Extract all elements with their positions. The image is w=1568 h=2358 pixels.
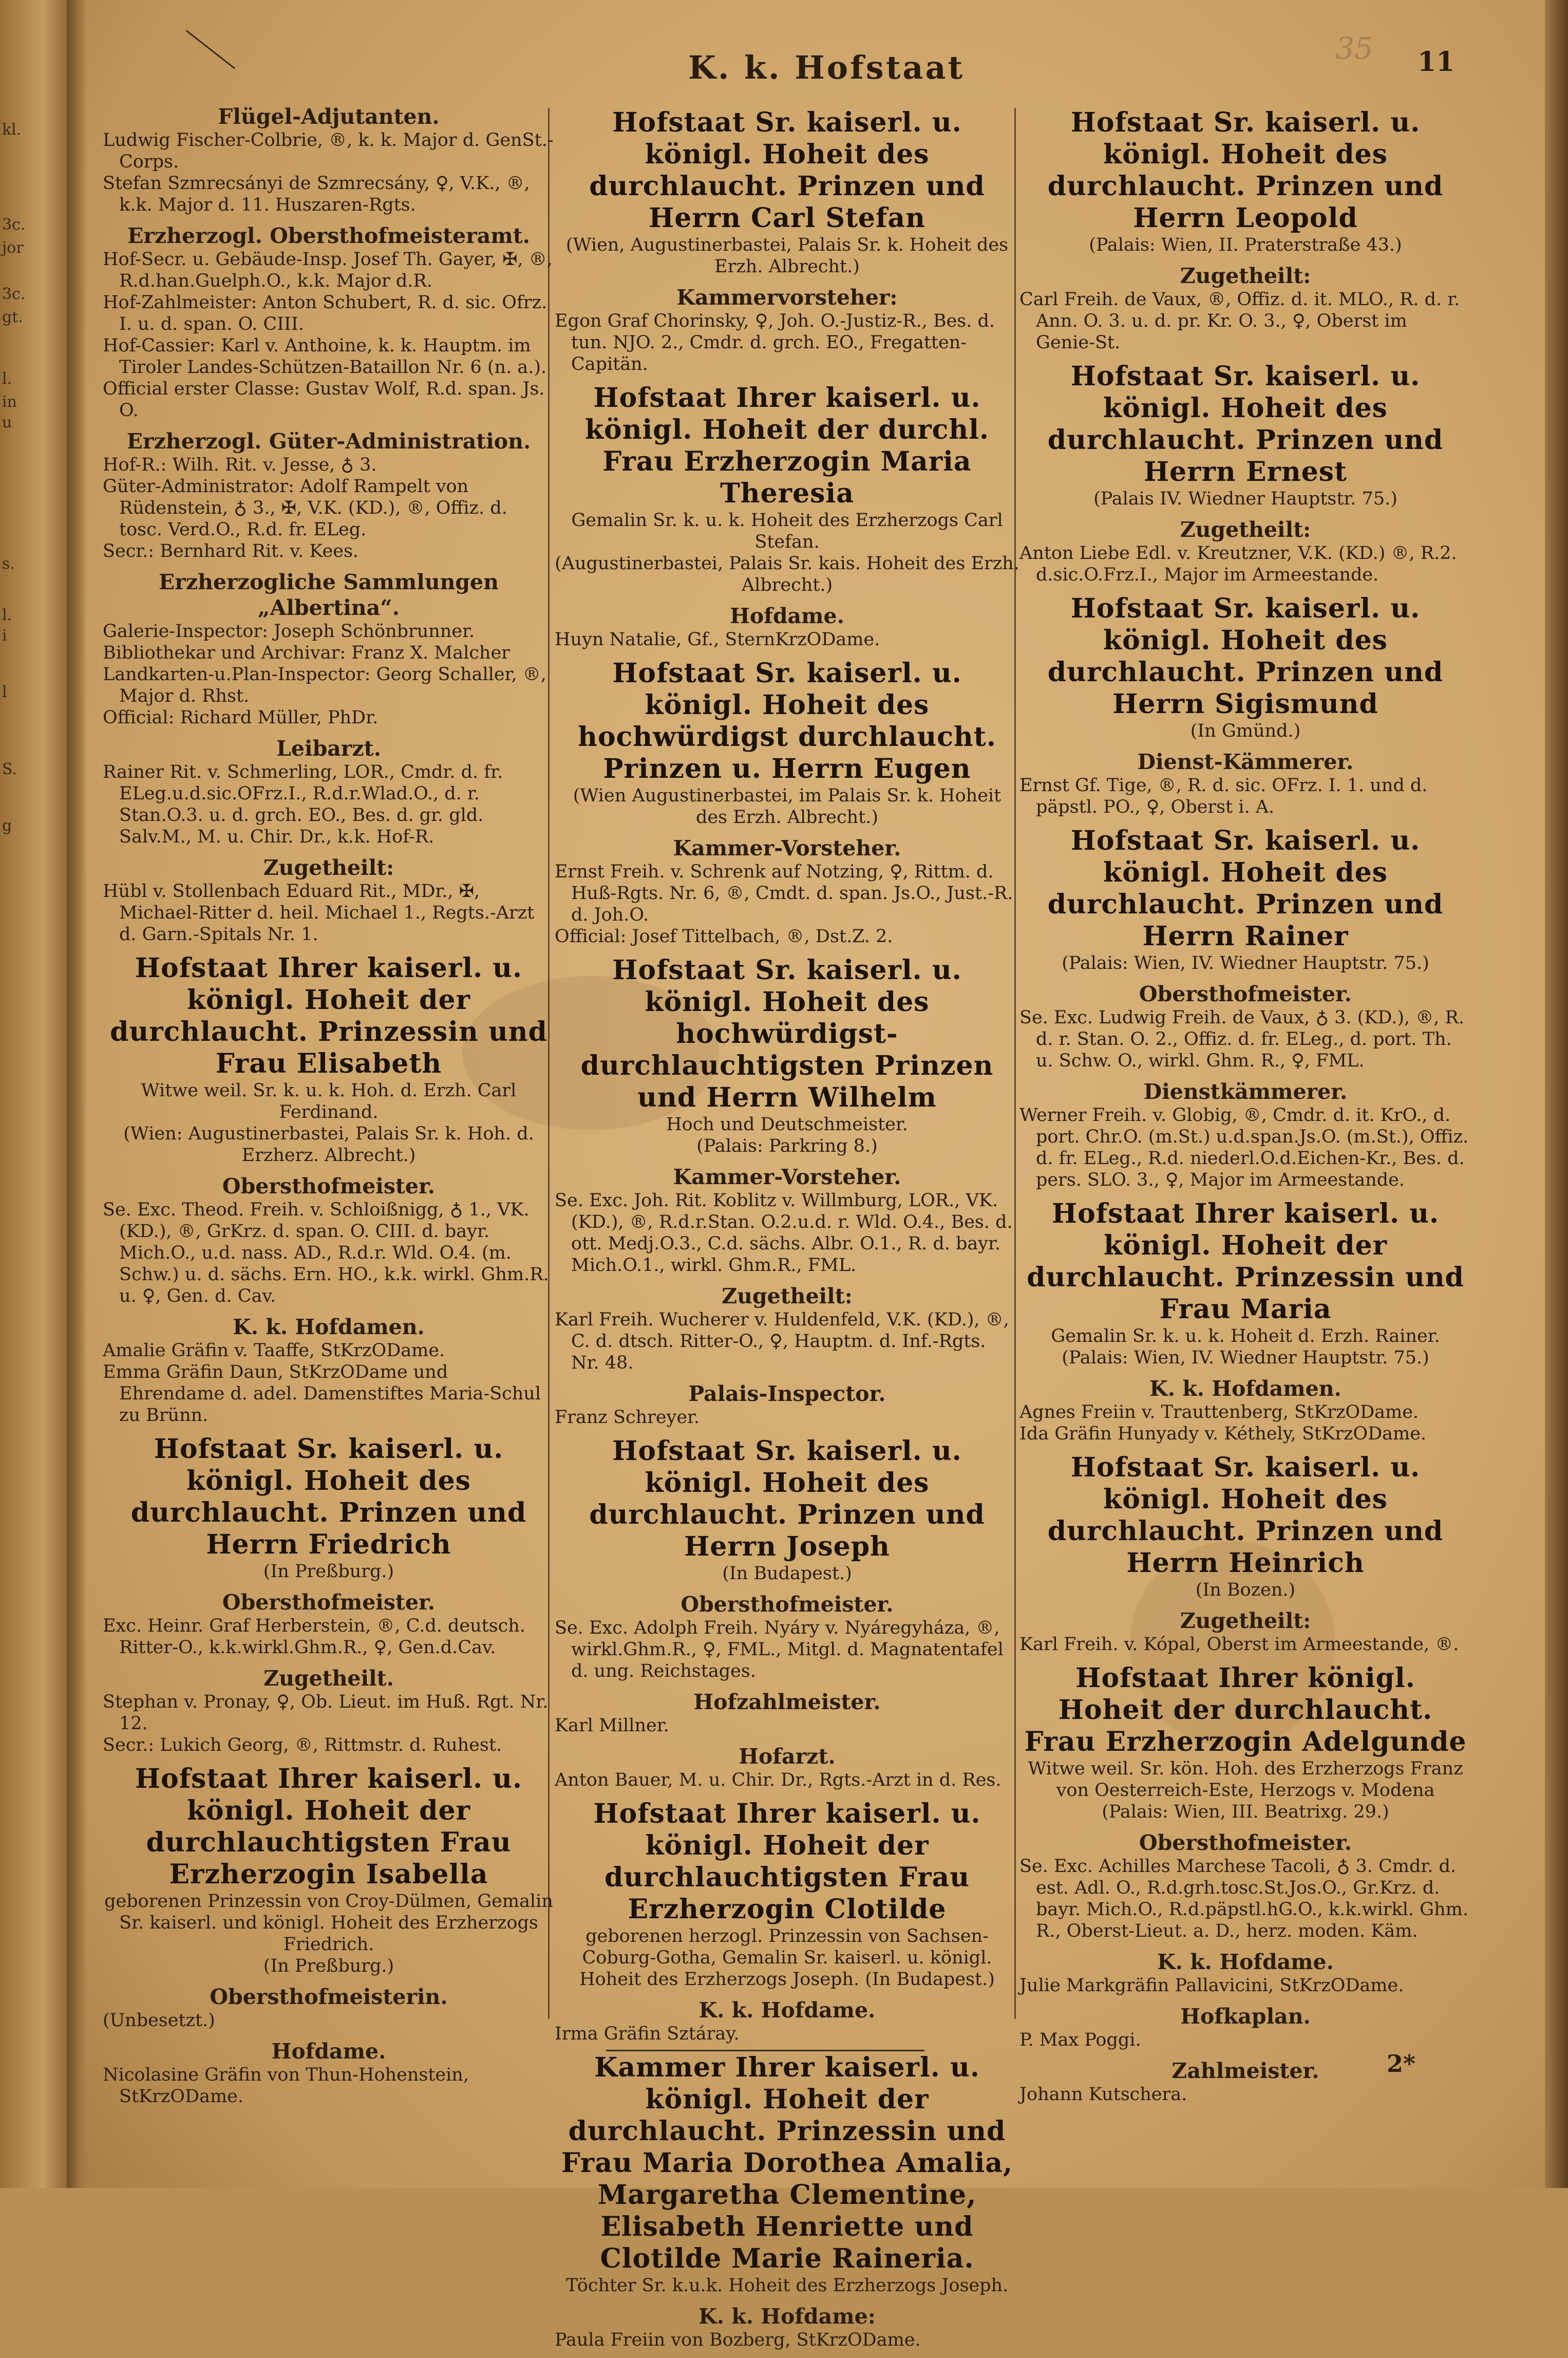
personnel-entry: Exc. Heinr. Graf Herberstein, ®, C.d. deutsch. Ritter-O., k.k.wirkl.Ghm.R., ♀, Gen.d.Cav.	[103, 1616, 525, 1658]
section-note: Witwe weil. Sr. kön. Hoh. des Erzherzogs Franz von Oesterreich-Este, Herzogs v. Modena	[1028, 1758, 1463, 1801]
court-household-heading: Hofstaat Sr. kaiserl. u. königl. Hoheit des durchlaucht. Prinzen und Herrn Heinrich	[1047, 1452, 1444, 1579]
office-subheading: K. k. Hofdame.	[1157, 1950, 1334, 1974]
directory-section	[555, 2304, 1019, 2351]
directory-section	[103, 2038, 555, 2107]
personnel-entry: Ernst Freih. v. Schrenk auf Notzing, ♀, Rittm. d. Huß-Rgts. Nr. 6, ®, Cmdt. d. span. Js.O., Just.-R. d. Joh.O.	[555, 862, 1013, 925]
section-note: (Wien, Augustinerbastei, Palais Sr. k. Hoheit des Erzh. Albrecht.)	[565, 235, 1009, 277]
office-subheading: Hofkaplan.	[1180, 2004, 1311, 2029]
directory-section	[1019, 1608, 1471, 1655]
section-note: (In Gmünd.)	[1190, 721, 1301, 741]
office-subheading: Obersthofmeister.	[222, 1174, 436, 1199]
section-note: (Palais IV. Wiedner Hauptstr. 75.)	[1093, 489, 1397, 509]
margin-fragment: l	[2, 683, 7, 701]
personnel-entry: Secr.: Lukich Georg, ®, Rittmstr. d. Ruhest.	[103, 1735, 502, 1755]
directory-section	[555, 1164, 1019, 1276]
directory-section	[1019, 1079, 1471, 1191]
personnel-entry: (Unbesetzt.)	[103, 2010, 215, 2031]
directory-section	[103, 569, 555, 728]
office-subheading: Erzherzogl. Obersthofmeisteramt.	[127, 223, 530, 248]
directory-section	[103, 1763, 555, 1977]
directory-section	[555, 835, 1019, 947]
office-subheading: Zugetheilt:	[1180, 1608, 1311, 1633]
margin-fragment: gt.	[2, 308, 23, 326]
page-number: 11	[1418, 46, 1455, 78]
office-subheading: Zugetheilt:	[1180, 264, 1311, 288]
margin-fragment: in	[2, 393, 17, 411]
directory-section	[555, 1283, 1019, 1374]
personnel-entry: Paula Freiin von Bozberg, StKrzODame.	[555, 2330, 921, 2350]
personnel-entry: Hof-Cassier: Karl v. Anthoine, k. k. Hauptm. im Tiroler Landes-Schützen-Bataillon Nr. 6 (n. a.).	[103, 335, 547, 378]
directory-section	[1019, 1198, 1471, 1369]
directory-section	[1019, 107, 1471, 256]
directory-section	[555, 658, 1019, 828]
directory-section	[555, 1435, 1019, 1584]
personnel-entry: Galerie-Inspector: Joseph Schönbrunner.	[103, 621, 475, 642]
margin-fragment: kl.	[2, 121, 22, 139]
office-subheading: Dienstkämmerer.	[1143, 1079, 1348, 1104]
directory-section	[1019, 593, 1471, 742]
office-subheading: Erzherzogl. Güter-Administration.	[126, 429, 531, 454]
court-household-heading: Hofstaat Sr. kaiserl. u. königl. Hoheit des durchlaucht. Prinzen und Herrn Joseph	[589, 1435, 985, 1562]
margin-fragment: g	[2, 817, 12, 835]
directory-section	[103, 855, 555, 945]
personnel-entry: Egon Graf Chorinsky, ♀, Joh. O.-Justiz-R., Bes. d. tun. NJO. 2., Cmdr. d. grch. EO., Fregatten-Capitän.	[555, 311, 995, 375]
personnel-entry: Franz Schreyer.	[555, 1407, 700, 1428]
personnel-entry: Bibliothekar und Archivar: Franz X. Malcher	[103, 643, 510, 663]
court-household-heading: Hofstaat Sr. kaiserl. u. königl. Hoheit des durchlaucht. Prinzen und Herrn Ernest	[1047, 361, 1444, 488]
office-subheading: Obersthofmeister.	[1139, 982, 1352, 1006]
directory-section	[103, 428, 555, 562]
personnel-entry: Julie Markgräfin Pallavicini, StKrzODame.	[1019, 1975, 1404, 1996]
office-subheading: Kammer-Vorsteher.	[673, 836, 901, 860]
personnel-entry: Hübl v. Stollenbach Eduard Rit., MDr., ✠, Michael-Ritter d. heil. Michael 1., Regts.-Arzt d. Garn.-Spitals Nr. 1.	[103, 881, 535, 945]
margin-fragment: s.	[2, 555, 15, 573]
personnel-entry: Se. Exc. Ludwig Freih. de Vaux, ♁ 3. (KD.), ®, R. d. r. Stan. O. 2., Offiz. d. fr. ELeg., d. port. Th. u. Schw. O., wirkl. Ghm. R., ♀, FML.	[1019, 1007, 1464, 1071]
office-subheading: Zugetheilt:	[263, 855, 394, 880]
personnel-entry: Anton Liebe Edl. v. Kreutzner, V.K. (KD.) ®, R.2. d.sic.O.Frz.I., Major im Armeestande.	[1019, 543, 1457, 585]
court-household-heading: Hofstaat Ihrer königl. Hoheit der durchlaucht. Frau Erzherzogin Adelgunde	[1024, 1662, 1467, 1757]
directory-section	[555, 1381, 1019, 1428]
personnel-entry: Karl Millner.	[555, 1715, 669, 1736]
book-gutter	[67, 0, 87, 2188]
column-2	[555, 103, 1019, 2358]
office-subheading: Hofzahlmeister.	[693, 1690, 881, 1714]
office-subheading: Obersthofmeister.	[681, 1592, 894, 1617]
directory-section	[1019, 749, 1471, 818]
section-note: Gemalin Sr. k. u. k. Hoheit d. Erzh. Rainer.	[1051, 1326, 1440, 1346]
directory-section	[1019, 263, 1471, 353]
court-household-heading: Hofstaat Sr. kaiserl. u. königl. Hoheit des durchlaucht. Prinzen und Herrn Sigismund	[1047, 593, 1444, 720]
directory-section	[103, 104, 555, 216]
court-household-heading: Hofstaat Ihrer kaiserl. u. königl. Hoheit der durchlaucht. Prinzessin und Frau Elisabeth	[110, 952, 547, 1079]
directory-section	[1019, 361, 1471, 510]
personnel-entry: Amalie Gräfin v. Taaffe, StKrzODame.	[103, 1340, 445, 1361]
section-note: (In Preßburg.)	[263, 1956, 394, 1976]
column-3	[1019, 103, 1471, 2112]
court-household-heading: Hofstaat Ihrer kaiserl. u. königl. Hoheit der durchlaucht. Prinzessin und Frau Maria	[1027, 1198, 1464, 1325]
personnel-entry: Ida Gräfin Hunyady v. Kéthely, StKrzODame.	[1019, 1424, 1427, 1444]
personnel-entry: Se. Exc. Theod. Freih. v. Schloißnigg, ♁ 1., VK. (KD.), ®, GrKrz. d. span. O. CIII. d. bayr. Mich.O., u.d. nass. AD., R.d.r. Wld. O.4. (m. Schw.) u. d. sächs. Ern. HO., k.k. wirkl. Ghm.R. u. ♀, Gen. d. Cav.	[103, 1200, 549, 1306]
section-note: (Augustinerbastei, Palais Sr. kais. Hoheit des Erzh. Albrecht.)	[555, 553, 1019, 595]
bottom-rule	[606, 2050, 924, 2051]
personnel-entry: Ernst Gf. Tige, ®, R. d. sic. OFrz. I. 1. und d. päpstl. PO., ♀, Oberst i. A.	[1019, 775, 1428, 817]
personnel-entry: Hof-Secr. u. Gebäude-Insp. Josef Th. Gayer, ✠, ®, R.d.han.Guelph.O., k.k. Major d.R.	[103, 249, 553, 291]
section-note: geborenen herzogl. Prinzessin von Sachsen-Coburg-Gotha, Gemalin Sr. kaiserl. u. königl. Hoheit des Erzherzogs Joseph. (In Budapest.)	[579, 1926, 995, 1990]
office-subheading: Palais-Inspector.	[688, 1381, 886, 1406]
section-note: (Palais: Wien, III. Beatrixg. 29.)	[1102, 1802, 1389, 1822]
directory-section	[103, 1589, 555, 1658]
office-subheading: Zugetheilt:	[1180, 517, 1311, 542]
section-note: Hoch und Deutschmeister.	[666, 1114, 908, 1135]
section-note: Witwe weil. Sr. k. u. k. Hoh. d. Erzh. Carl Ferdinand.	[141, 1080, 517, 1122]
office-subheading: K. k. Hofdamen.	[1149, 1376, 1342, 1401]
directory-section	[1019, 2004, 1471, 2051]
directory-section	[1019, 1452, 1471, 1601]
adjacent-page-strip	[0, 0, 72, 2188]
directory-section	[555, 1744, 1019, 1791]
directory-section	[103, 952, 555, 1166]
office-subheading: Kammer-Vorsteher.	[673, 1165, 901, 1189]
section-note: (Palais: Wien, IV. Wiedner Hauptstr. 75.)	[1062, 1348, 1429, 1368]
office-subheading: Dienst-Kämmerer.	[1137, 750, 1354, 774]
signature-mark: 2*	[1387, 2050, 1416, 2078]
office-subheading: Zahlmeister.	[1172, 2058, 1319, 2083]
directory-section	[103, 1665, 555, 1756]
personnel-entry: Carl Freih. de Vaux, ®, Offiz. d. it. MLO., R. d. r. Ann. O. 3. u. d. pr. Kr. O. 3., ♀, Oberst im Genie-St.	[1019, 289, 1460, 353]
directory-section	[1019, 517, 1471, 586]
section-note: (In Budapest.)	[722, 1563, 852, 1584]
personnel-entry: Johann Kutschera.	[1019, 2084, 1187, 2105]
office-subheading: Zugetheilt:	[722, 1284, 853, 1308]
personnel-entry: Rainer Rit. v. Schmerling, LOR., Cmdr. d. fr. ELeg.u.d.sic.OFrz.I., R.d.r.Wlad.O., d. r. Stan.O.3. u. d. grch. EO., Bes. d. gr. gld. Salv.M., M. u. Chir. Dr., k.k. Hof-R.	[103, 762, 503, 847]
section-note: (Palais: Wien, II. Praterstraße 43.)	[1089, 235, 1402, 255]
court-household-heading: Kammer Ihrer kaiserl. u. königl. Hoheit der durchlaucht. Prinzessin und Frau Maria Dorothea Amalia, Margaretha Clementine, Elisabeth Henriette und Clotilde Marie Raineria.	[561, 2052, 1013, 2274]
court-household-heading: Hofstaat Sr. kaiserl. u. königl. Hoheit des durchlaucht. Prinzen und Herrn Carl Stefan	[589, 107, 985, 234]
office-subheading: Erzherzogliche Sammlungen „Albertina“.	[159, 570, 499, 620]
personnel-entry: Stephan v. Pronay, ♀, Ob. Lieut. im Huß. Rgt. Nr. 12.	[103, 1692, 549, 1734]
personnel-entry: Irma Gräfin Sztáray.	[555, 2024, 740, 2044]
margin-fragment: S.	[2, 760, 17, 778]
personnel-entry: Anton Bauer, M. u. Chir. Dr., Rgts.-Arzt in d. Res.	[555, 1770, 1002, 1790]
margin-fragment: l.	[2, 606, 12, 624]
directory-section	[555, 955, 1019, 1157]
personnel-entry: Official: Richard Müller, PhDr.	[103, 707, 379, 728]
personnel-entry: P. Max Poggi.	[1019, 2030, 1141, 2050]
office-subheading: Hofdame.	[730, 604, 844, 628]
directory-section	[103, 736, 555, 848]
directory-section	[103, 1433, 555, 1582]
section-note: Gemalin Sr. k. u. k. Hoheit des Erzherzogs Carl Stefan.	[571, 510, 1003, 552]
column-1	[103, 103, 555, 2114]
directory-section	[555, 603, 1019, 650]
directory-section	[1019, 1830, 1471, 1942]
office-subheading: K. k. Hofdamen.	[233, 1315, 425, 1339]
personnel-entry: Landkarten-u.Plan-Inspector: Georg Schaller, ®, Major d. Rhst.	[103, 664, 546, 706]
section-note: (Palais: Wien, IV. Wiedner Hauptstr. 75.)	[1062, 953, 1429, 974]
directory-section	[1019, 1949, 1471, 1996]
margin-fragment: l.	[2, 370, 12, 388]
office-subheading: Obersthofmeister.	[222, 1590, 436, 1615]
directory-section	[555, 2052, 1019, 2296]
court-household-heading: Hofstaat Sr. kaiserl. u. königl. Hoheit des durchlaucht. Prinzen und Herrn Rainer	[1047, 825, 1444, 952]
office-subheading: Flügel-Adjutanten.	[218, 104, 440, 129]
margin-fragment: u	[2, 414, 12, 432]
page-edge	[1545, 0, 1568, 2188]
personnel-entry: Hof-Zahlmeister: Anton Schubert, R. d. sic. Ofrz. I. u. d. span. O. CIII.	[103, 292, 547, 334]
personnel-entry: Karl Freih. Wucherer v. Huldenfeld, V.K. (KD.), ®, C. d. dtsch. Ritter-O., ♀, Hauptm. d. Inf.-Rgts. Nr. 48.	[555, 1309, 1009, 1373]
court-household-heading: Hofstaat Sr. kaiserl. u. königl. Hoheit des durchlaucht. Prinzen und Herrn Leopold	[1047, 107, 1444, 234]
office-subheading: Obersthofmeisterin.	[210, 1985, 448, 2009]
personnel-entry: Hof-R.: Wilh. Rit. v. Jesse, ♁ 3.	[103, 455, 377, 475]
section-note: (In Preßburg.)	[263, 1561, 394, 1582]
directory-section	[555, 1689, 1019, 1736]
court-household-heading: Hofstaat Sr. kaiserl. u. königl. Hoheit des hochwürdigst-durchlauchtigsten Prinzen und Herrn Wilhelm	[580, 955, 994, 1113]
section-note: (Palais: Parkring 8.)	[696, 1136, 878, 1156]
directory-section	[103, 1984, 555, 2031]
margin-fragment: 3c.	[2, 216, 26, 234]
directory-section	[555, 1592, 1019, 1682]
section-note: Töchter Sr. k.u.k. Hoheit des Erzherzogs Joseph.	[565, 2275, 1009, 2296]
personnel-entry: Se. Exc. Adolph Freih. Nyáry v. Nyáregyháza, ®, wirkl.Ghm.R., ♀, FML., Mitgl. d. Magnatentafel d. ung. Reichstages.	[555, 1618, 1004, 1681]
directory-section	[555, 1798, 1019, 1990]
court-household-heading: Hofstaat Sr. kaiserl. u. königl. Hoheit des hochwürdigst durchlaucht. Prinzen u. Herrn Eugen	[578, 658, 996, 784]
office-subheading: K. k. Hofdame.	[698, 1998, 876, 2023]
directory-section	[103, 1173, 555, 1307]
directory-section	[555, 382, 1019, 596]
personnel-entry: Agnes Freiin v. Trauttenberg, StKrzODame.	[1019, 1402, 1419, 1423]
margin-fragment: i	[2, 627, 7, 645]
personnel-entry: Huyn Natalie, Gf., SternKrzODame.	[555, 629, 880, 650]
court-household-heading: Hofstaat Ihrer kaiserl. u. königl. Hoheit der durchl. Frau Erzherzogin Maria Theresia	[584, 382, 989, 509]
court-household-heading: Hofstaat Ihrer kaiserl. u. königl. Hoheit der durchlauchtigsten Frau Erzherzogin Isabella	[135, 1763, 523, 1890]
personnel-entry: Stefan Szmrecsányi de Szmrecsány, ♀, V.K., ®, k.k. Major d. 11. Huszaren-Rgts.	[103, 173, 530, 215]
directory-section	[1019, 825, 1471, 974]
personnel-entry: Official erster Classe: Gustav Wolf, R.d. span. Js. O.	[103, 379, 545, 421]
court-household-heading: Hofstaat Ihrer kaiserl. u. königl. Hoheit der durchlauchtigsten Frau Erzherzogin Clotilde	[593, 1798, 981, 1925]
directory-section	[555, 107, 1019, 277]
section-note: geborenen Prinzessin von Croy-Dülmen, Gemalin Sr. kaiserl. und königl. Hoheit des Erzherzogs Friedrich.	[104, 1891, 553, 1955]
directory-section	[1019, 1376, 1471, 1445]
personnel-entry: Güter-Administrator: Adolf Rampelt von Rüdenstein, ♁ 3., ✠, V.K. (KD.), ®, Offiz. d. tosc. Verd.O., R.d. fr. ELeg.	[103, 476, 507, 540]
pencil-annotation: 35	[1335, 31, 1373, 66]
personnel-entry: Se. Exc. Joh. Rit. Koblitz v. Willmburg, LOR., VK. (KD.), ®, R.d.r.Stan. O.2.u.d. r. Wld. O.4., Bes. d. ott. Medj.O.3., C.d. sächs. Albr. O.1., R. d. bayr. Mich.O.1., wirkl. Ghm.R., FML.	[555, 1190, 1013, 1276]
margin-fragment: 3c.	[2, 285, 26, 303]
office-subheading: Zugetheilt.	[263, 1666, 394, 1691]
directory-section	[1019, 981, 1471, 1072]
personnel-entry: Nicolasine Gräfin von Thun-Hohenstein, StKrzODame.	[103, 2065, 469, 2107]
directory-section	[103, 1314, 555, 1426]
directory-section	[1019, 1662, 1471, 1823]
directory-section	[103, 223, 555, 421]
directory-section	[555, 285, 1019, 375]
personnel-entry: Ludwig Fischer-Colbrie, ®, k. k. Major d. GenSt.-Corps.	[103, 130, 554, 172]
personnel-entry: Official: Josef Tittelbach, ®, Dst.Z. 2.	[555, 926, 893, 947]
directory-section	[555, 1997, 1019, 2045]
office-subheading: Hofdame.	[271, 2039, 386, 2064]
personnel-entry: Secr.: Bernhard Rit. v. Kees.	[103, 541, 359, 562]
office-subheading: Obersthofmeister.	[1139, 1830, 1352, 1855]
section-note: (Wien Augustinerbastei, im Palais Sr. k. Hoheit des Erzh. Albrecht.)	[573, 785, 1002, 828]
personnel-entry: Emma Gräfin Daun, StKrzODame und Ehrendame d. adel. Damenstiftes Maria-Schul zu Brünn.	[103, 1362, 541, 1426]
personnel-entry: Se. Exc. Achilles Marchese Tacoli, ♁ 3. Cmdr. d. est. Adl. O., R.d.grh.tosc.St.Jos.O., Gr.Krz. d. bayr. Mich.O., R.d.päpstl.hG.O., k.k.wirkl. Ghm. R., Oberst-Lieut. a. D., herz. moden. Käm.	[1019, 1856, 1468, 1941]
office-subheading: Hofarzt.	[739, 1744, 836, 1769]
personnel-entry: Karl Freih. v. Kópal, Oberst im Armeestande, ®.	[1019, 1634, 1459, 1655]
personnel-entry: Werner Freih. v. Globig, ®, Cmdr. d. it. KrO., d. port. Chr.O. (m.St.) u.d.span.Js.O. (m.St.), Offiz. d. fr. ELeg., R.d. niederl.O.d.Eichen-Kr., Bes. d. pers. SLO. 3., ♀, Major im Armeestande.	[1019, 1105, 1469, 1190]
office-subheading: Kammervorsteher:	[676, 285, 898, 310]
margin-fragment: jor	[2, 239, 24, 257]
section-note: (Wien: Augustinerbastei, Palais Sr. k. Hoh. d. Erzherz. Albrecht.)	[123, 1124, 534, 1166]
office-subheading: K. k. Hofdame:	[698, 2304, 876, 2329]
section-note: (In Bozen.)	[1195, 1580, 1296, 1600]
office-subheading: Leibarzt.	[276, 736, 381, 761]
court-household-heading: Hofstaat Sr. kaiserl. u. königl. Hoheit des durchlaucht. Prinzen und Herrn Friedrich	[130, 1433, 527, 1560]
running-title: K. k. Hofstaat	[688, 49, 965, 86]
